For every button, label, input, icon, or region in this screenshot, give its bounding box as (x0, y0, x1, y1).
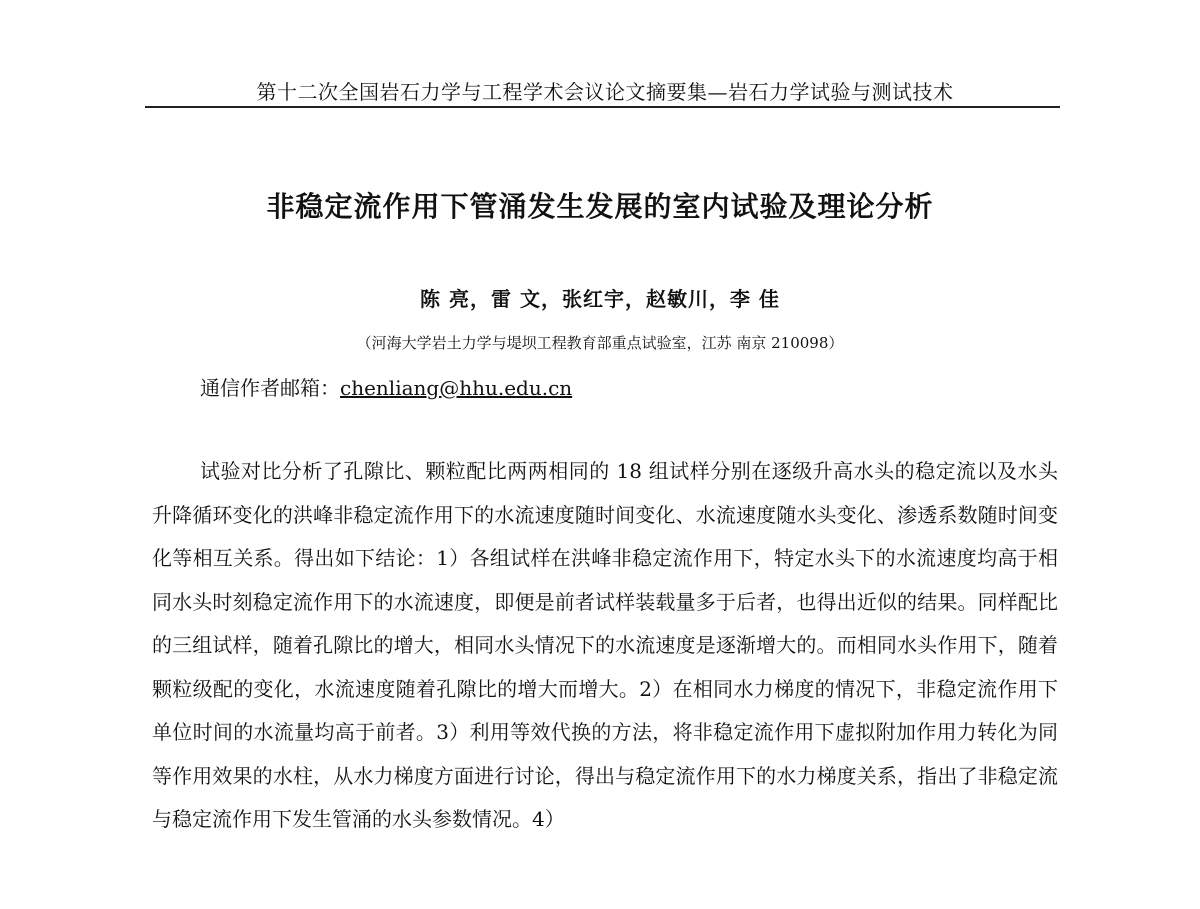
affiliation: （河海大学岩土力学与堤坝工程教育部重点试验室，江苏 南京 210098） (356, 334, 844, 352)
header-rule (145, 106, 1060, 108)
email-link[interactable]: chenliang@hhu.edu.cn (340, 376, 573, 400)
running-header: 第十二次全国岩石力学与工程学术会议论文摘要集—岩石力学试验与测试技术 (256, 80, 954, 104)
paper-title: 非稳定流作用下管涌发生发展的室内试验及理论分析 (266, 190, 934, 223)
contact-line (200, 372, 572, 401)
abstract-paragraph: 试验对比分析了孔隙比、颗粒配比两两相同的 18 组试样分别在逐级升高水头的稳定流以及水头升降循环变化的洪峰非稳定流作用下的水流速度随时间变化、水流速度随水头变化、渗透系数随时间变化等相互关系。得出如下结论：1）各组试样在洪峰非稳定流作用下，特定水头下的水流速度均高于相同水头时刻稳定流作用下的水流速度，即便是前者试样装载量多于后者，也得出近似的结果。同样配比的三组试样，随着孔隙比的增大，相同水头情况下的水流速度是逐渐增大的。而相同水头作用下，随着颗粒级配的变化，水流速度随着孔隙比的增大而增大。2）在相同水力梯度的情况下，非稳定流作用下单位时间的水流量均高于前者。3）利用等效代换的方法，将非稳定流作用下虚拟附加作用力转化为同等作用效果的水柱，从水力梯度方面进行讨论，得出与稳定流作用下的水力梯度关系，指出了非稳定流与稳定流作用下发生管涌的水头参数情况。4） (152, 459, 1058, 831)
contact-label: 通信作者邮箱： (200, 376, 340, 400)
author-list: 陈 亮，雷 文，张红宇，赵敏川，李 佳 (420, 287, 780, 311)
